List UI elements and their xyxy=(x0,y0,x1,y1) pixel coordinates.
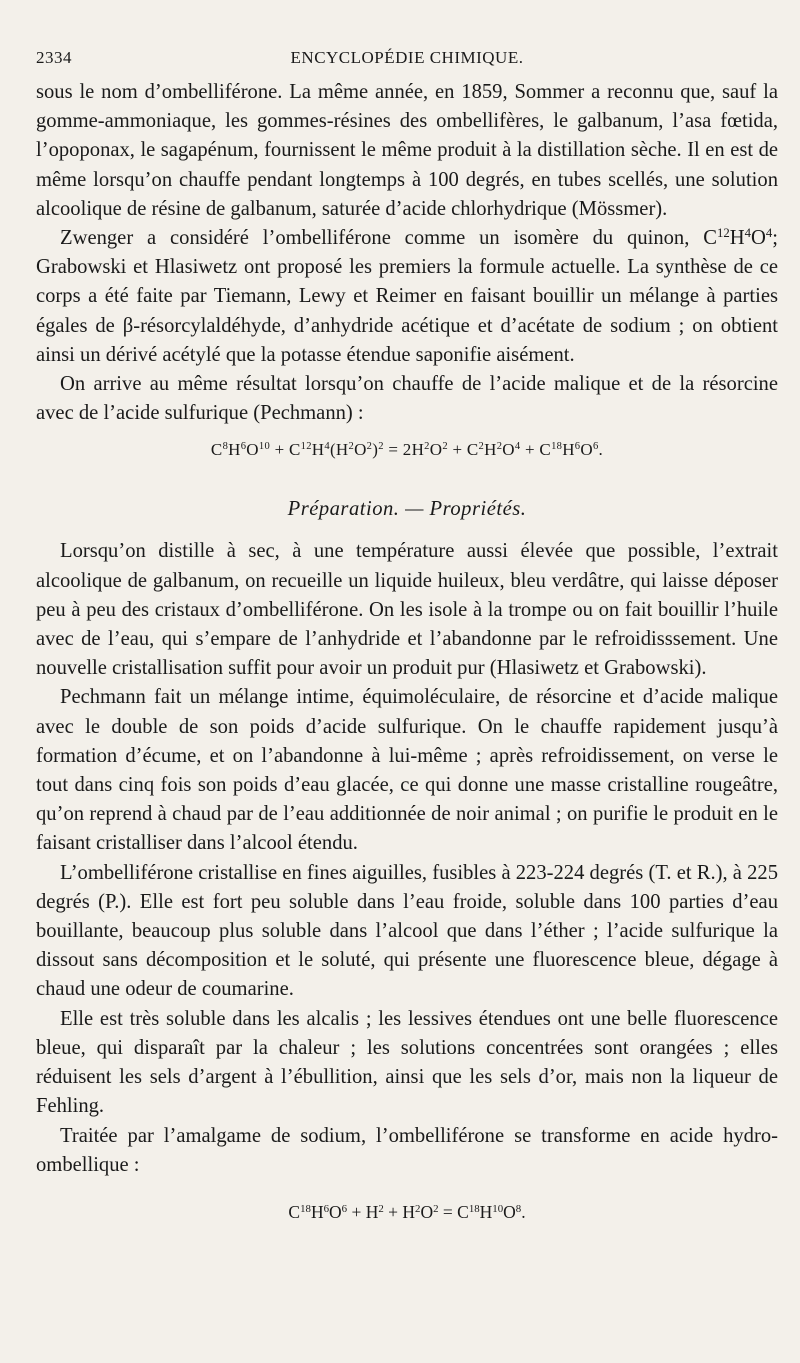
paragraph-6: L’ombelliférone cristallise en fines aiguilles, fusibles à 223-224 degrés (T. et R.), à 225 degrés (P.). Elle est fort peu soluble dans l’eau froide, soluble dans 100 parties d’eau bouillante, beaucoup plus soluble dans l’alcool que dans l’éther ; l’acide sulfurique la dissout sans décomposition et le soluté, qui présente une fluorescence bleue, dégage à chaud une odeur de coumarine. xyxy=(36,861,778,1001)
section-title: Préparation. — Propriétés. xyxy=(287,498,527,521)
page-number: 2334 xyxy=(36,48,72,67)
paragraph-4: Lorsqu’on distille à sec, à une température aussi élevée que possible, l’extrait alcoolique de galbanum, on recueille un liquide huileux, bleu verdâtre, qui laisse déposer peu à peu des cristaux d’ombelliférone. On les isole à la trompe ou on fait bouillir l’huile avec de l’eau, qui s’empare de l’anhydride et l’abandonne par le refroidisssement. Une nouvelle cristallisation suffit pour avoir un produit pur (Hlasiwetz et Grabowski). xyxy=(36,540,778,680)
paragraph-7: Elle est très soluble dans les alcalis ; les lessives étendues ont une belle fluorescence bleue, qui disparaît par la chaleur ; les solutions concentrées sont orangées ; elles réduisent les sels d’argent à l’ébullition, ainsi que les sels d’or, mais non la liqueur de Fehling. xyxy=(36,1007,778,1118)
paragraph-8: Traitée par l’amalgame de sodium, l’ombelliférone se transforme en acide hydro-ombellique : xyxy=(36,1124,778,1176)
formula-synthesis: $C^8H^6O^{10} + C^{12}H^4(H^2O^2)^2 = 2H^2O^2 + C^2H^2O^4 + C^{18}H^6O^6$. xyxy=(210,440,604,460)
running-header xyxy=(36,48,778,78)
paragraph-2: Zwenger a considéré l’ombelliférone comme un isomère du quinon, $C^{12}H^4O^4$; Grabowski et Hlasiwetz ont proposé les premiers la formule actuelle. La synthèse de ce corps a été faite par Tiemann, Lewy et Reimer en faisant bouillir un mélange à parties égales de β-résorcylaldéhyde, d’anhydride acétique et d’acétate de sodium ; on obtient ainsi un dérivé acétylé que la potasse étendue saponifie aisément. xyxy=(36,226,778,366)
running-title: ENCYCLOPÉDIE CHIMIQUE. xyxy=(290,48,524,67)
formula-hydrogenation: $C^{18}H^6O^6 + H^2 + H^2O^2 = C^{18}H^{10}O^8$. xyxy=(288,1201,526,1222)
paragraph-1: sous le nom d’ombelliférone. La même année, en 1859, Sommer a reconnu que, sauf la gomme-ammoniaque, les gommes-résines des ombellifères, le galbanum, l’asa fœtida, l’opoponax, le sagapénum, fournissent le même produit à la distillation sèche. Il en est de même lorsqu’on chauffe pendant longtemps à 100 degrés, en tubes scellés, une solution alcoolique de résine de galbanum, saturée d’acide chlorhydrique (Mössmer). xyxy=(36,81,778,220)
page xyxy=(36,48,778,1223)
paragraph-3: On arrive au même résultat lorsqu’on chauffe de l’acide malique et de la résorcine avec de l’acide sulfurique (Pechmann) : xyxy=(36,373,778,425)
paragraph-5: Pechmann fait un mélange intime, équimoléculaire, de résorcine et d’acide malique avec le double de son poids d’acide sulfurique. On le chauffe rapidement jusqu’à formation d’écume, et on l’abandonne à lui-même ; après refroidissement, on verse le tout dans cinq fois son poids d’eau glacée, ce qui donne une masse cristalline rougeâtre, qu’on reprend à chaud par de l’eau additionnée de noir animal ; on purifie le produit en le faisant cristalliser dans l’alcool étendu. xyxy=(36,686,778,855)
